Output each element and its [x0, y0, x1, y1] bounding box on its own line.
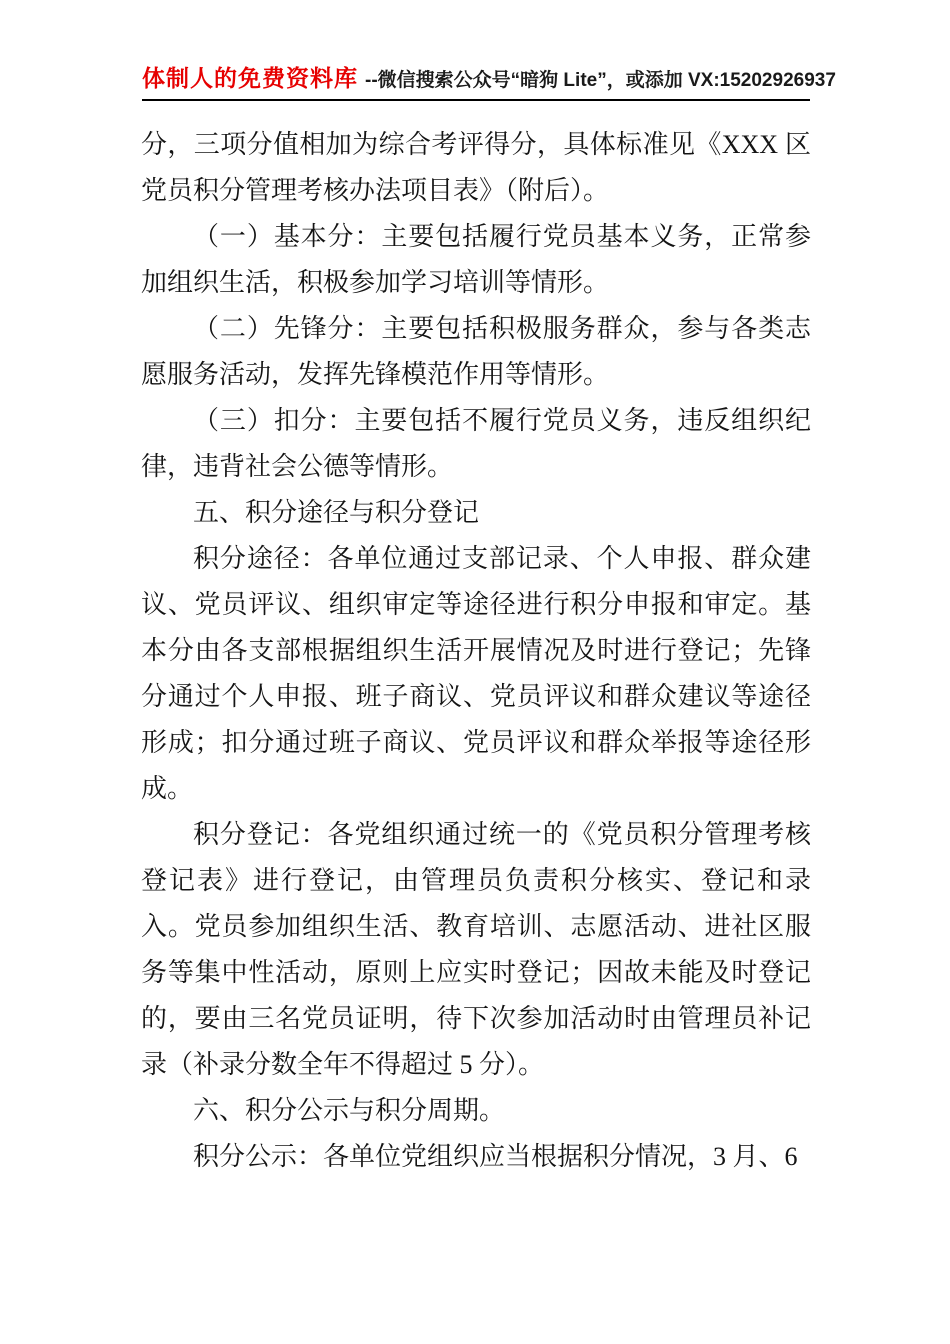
brand-title: 体制人的免费资料库	[142, 65, 358, 91]
brand-tagline: --微信搜索公众号“暗狗 Lite”，或添加 VX:15202926937	[365, 70, 836, 91]
paragraph-continuation: 分，三项分值相加为综合考评得分，具体标准见《XXX 区党员积分管理考核办法项目表》（附后）。	[141, 130, 811, 205]
page-header	[142, 60, 836, 101]
section-heading-six: 六、积分公示与积分周期。	[193, 1096, 506, 1125]
document-body	[141, 122, 811, 1180]
paragraph-score-channels: 积分途径：各单位通过支部记录、个人申报、群众建议、党员评议、组织审定等途径进行积分申报和审定。基本分由各支部根据组织生活开展情况及时进行登记；先锋分通过个人申报、班子商议、党员评议和群众建议等途径形成；扣分通过班子商议、党员评议和群众举报等途径形成。	[141, 544, 811, 803]
section-heading-five: 五、积分途径与积分登记	[193, 498, 480, 527]
paragraph-basic-score: （一）基本分：主要包括履行党员基本义务，正常参加组织生活，积极参加学习培训等情形。	[141, 222, 811, 297]
paragraph-deduction-score: （三）扣分：主要包括不履行党员义务，违反组织纪律，违背社会公德等情形。	[141, 406, 811, 481]
paragraph-score-publicity: 积分公示：各单位党组织应当根据积分情况，3 月、6	[193, 1142, 798, 1171]
paragraph-score-registration: 积分登记：各党组织通过统一的《党员积分管理考核登记表》进行登记，由管理员负责积分核实、登记和录入。党员参加组织生活、教育培训、志愿活动、进社区服务等集中性活动，原则上应实时登记；因故未能及时登记的，要由三名党员证明，待下次参加活动时由管理员补记录（补录分数全年不得超过 5 分）。	[141, 820, 811, 1079]
paragraph-pioneer-score: （二）先锋分：主要包括积极服务群众，参与各类志愿服务活动，发挥先锋模范作用等情形。	[141, 314, 811, 389]
